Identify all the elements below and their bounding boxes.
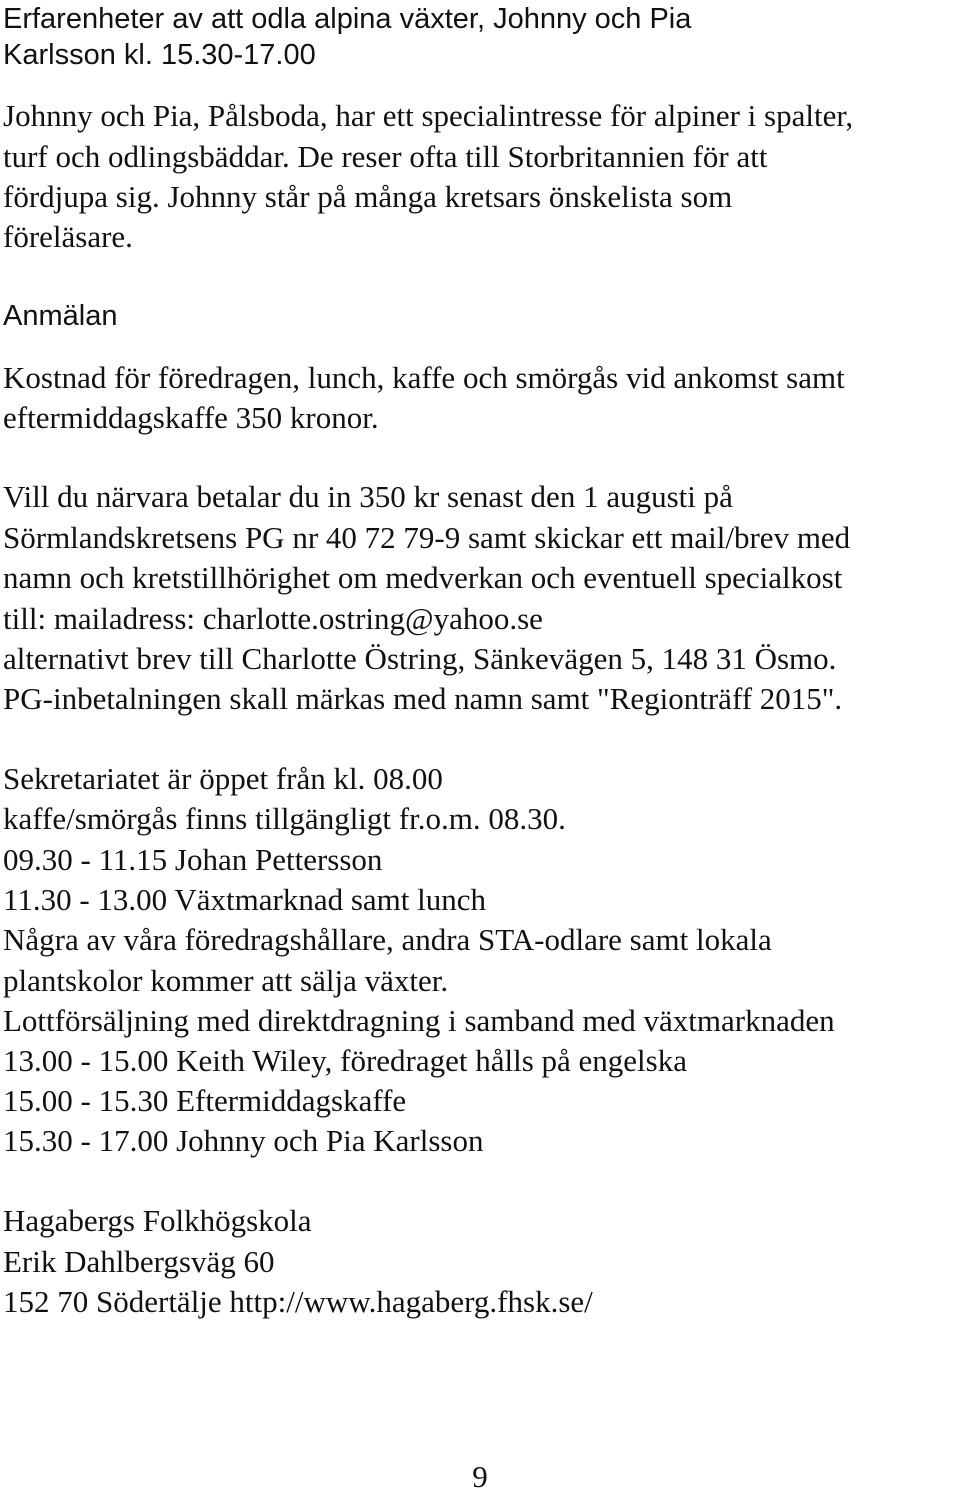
text-line: Sörmlandskretsens PG nr 40 72 79-9 samt skickar ett mail/brev med — [3, 520, 851, 555]
anmalan-heading: Anmälan — [3, 300, 118, 332]
schedule-line: Några av våra föredragshållare, andra STA-odlare samt lokala — [3, 922, 772, 957]
address-line: Erik Dahlbergsväg 60 — [3, 1244, 275, 1279]
schedule-line: 09.30 - 11.15 Johan Pettersson — [3, 842, 383, 877]
text-line: Kostnad för föredragen, lunch, kaffe och smörgås vid ankomst samt — [3, 360, 845, 395]
heading-line: Karlsson kl. 15.30-17.00 — [3, 39, 316, 71]
schedule-line: plantskolor kommer att sälja växter. — [3, 963, 449, 998]
text-line: PG-inbetalningen skall märkas med namn samt "Regionträff 2015". — [3, 681, 843, 716]
heading-line: Erfarenheter av att odla alpina växter, Johnny och Pia — [3, 3, 692, 35]
address-line: Hagabergs Folkhögskola — [3, 1203, 312, 1238]
text-line: turf och odlingsbäddar. De reser ofta till Storbritannien för att — [3, 139, 768, 174]
address-line: 152 70 Södertälje http://www.hagaberg.fhsk.se/ — [3, 1284, 593, 1319]
text-line: föreläsare. — [3, 219, 133, 254]
mail-line: till: mailadress: charlotte.ostring@yahoo.se — [3, 601, 543, 636]
schedule-line: 11.30 - 13.00 Växtmarknad samt lunch — [3, 882, 486, 917]
text-line: namn och kretstillhörighet om medverkan och eventuell specialkost — [3, 560, 843, 595]
text-line: eftermiddagskaffe 350 kronor. — [3, 400, 379, 435]
text-line: Johnny och Pia, Pålsboda, har ett specialintresse för alpiner i spalter, — [3, 98, 854, 133]
schedule-line: Sekretariatet är öppet från kl. 08.00 — [3, 761, 443, 796]
text-line: alternativt brev till Charlotte Östring, Sänkevägen 5, 148 31 Ösmo. — [3, 641, 837, 676]
page-number: 9 — [472, 1459, 488, 1494]
schedule-line: 13.00 - 15.00 Keith Wiley, föredraget hålls på engelska — [3, 1043, 687, 1078]
text-line: Vill du närvara betalar du in 350 kr senast den 1 augusti på — [3, 479, 733, 514]
schedule-line: 15.30 - 17.00 Johnny och Pia Karlsson — [3, 1123, 484, 1158]
schedule-line: kaffe/smörgås finns tillgängligt fr.o.m. 08.30. — [3, 801, 566, 836]
schedule-line: 15.00 - 15.30 Eftermiddagskaffe — [3, 1083, 407, 1118]
schedule-line: Lottförsäljning med direktdragning i samband med växtmarknaden — [3, 1003, 835, 1038]
text-line: fördjupa sig. Johnny står på många kretsars önskelista som — [3, 179, 733, 214]
